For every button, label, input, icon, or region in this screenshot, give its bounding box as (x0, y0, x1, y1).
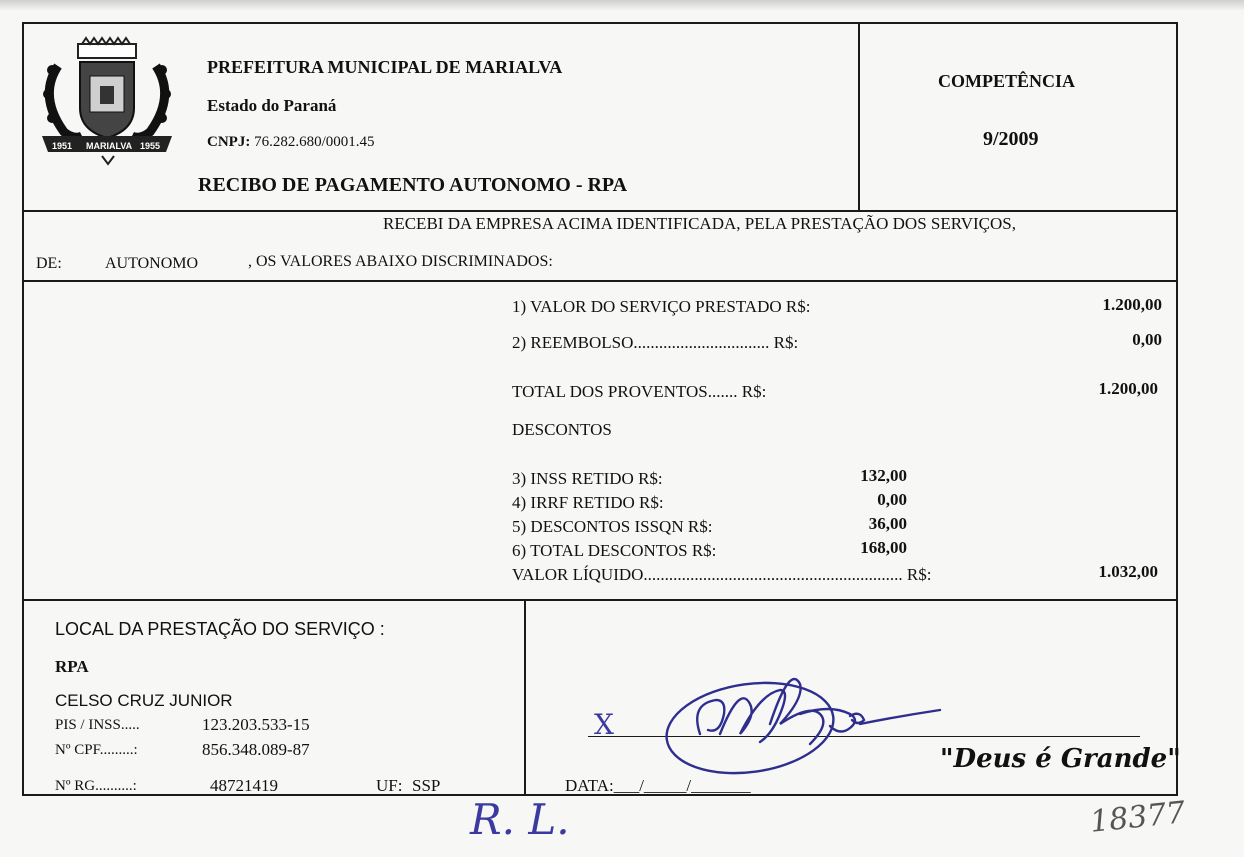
header-bottom-line (22, 210, 1176, 212)
number-annotation: 18377 (1088, 795, 1188, 840)
cnpj-label: CNPJ: (207, 134, 251, 150)
cpf-label: Nº CPF.........: (55, 742, 138, 758)
document-title: RECIBO DE PAGAMENTO AUTONOMO - RPA (198, 174, 628, 196)
irrf-value: 0,00 (877, 490, 907, 509)
cnpj-value: 76.282.680/0001.45 (254, 134, 375, 150)
initials-annotation: R. L. (470, 795, 570, 844)
header-divider (858, 22, 860, 212)
issqn-label: 5) DESCONTOS ISSQN R$: (512, 517, 713, 536)
declaration-line-1: RECEBI DA EMPRESA ACIMA IDENTIFICADA, PELA PRESTAÇÃO DOS SERVIÇOS, (383, 214, 1016, 233)
crest-name: MARIALVA (86, 141, 133, 151)
state-name: Estado do Paraná (207, 96, 337, 115)
pis-label: PIS / INSS..... (55, 717, 140, 733)
de-value: AUTONOMO (105, 255, 199, 272)
footer-divider (524, 599, 526, 794)
org-name: PREFEITURA MUNICIPAL DE MARIALVA (207, 57, 563, 77)
scan-edge (0, 0, 1244, 10)
signature-x-mark: X (594, 708, 614, 741)
crest-year-left: 1951 (52, 141, 73, 151)
reembolso-value: 0,00 (1132, 330, 1162, 349)
total-proventos-label: TOTAL DOS PROVENTOS....... R$: (512, 382, 767, 401)
deus-e-grande-stamp: "Deus é Grande" (940, 744, 1181, 774)
reembolso-label: 2) REEMBOLSO................................ R$: (512, 333, 799, 352)
competencia-label: COMPETÊNCIA (938, 71, 1076, 91)
total-descontos-value: 168,00 (860, 538, 907, 557)
data-field: DATA:___/_____/_______ (565, 776, 751, 795)
local-value: RPA (55, 657, 89, 676)
signature-scribble-icon (660, 664, 950, 782)
rg-value: 48721419 (210, 776, 278, 795)
declaration-bottom-line (22, 280, 1176, 282)
inss-value: 132,00 (860, 466, 907, 485)
cpf-value: 856.348.089-87 (202, 740, 310, 759)
provider-name: CELSO CRUZ JUNIOR (55, 691, 233, 710)
declaration-line-2: , OS VALORES ABAIXO DISCRIMINADOS: (248, 253, 553, 270)
liquido-label: VALOR LÍQUIDO............................................................. R$: (512, 565, 932, 584)
municipal-crest-icon (38, 36, 176, 170)
issqn-value: 36,00 (868, 514, 907, 533)
de-label: DE: (36, 255, 62, 272)
cnpj-row (207, 134, 375, 151)
total-proventos-value: 1.200,00 (1098, 379, 1158, 398)
crest-year-right: 1955 (140, 141, 161, 151)
descontos-heading: DESCONTOS (512, 420, 612, 439)
uf-label: UF: (376, 776, 403, 795)
liquido-value: 1.032,00 (1098, 562, 1158, 581)
total-descontos-label: 6) TOTAL DESCONTOS R$: (512, 541, 717, 560)
pis-value: 123.203.533-15 (202, 715, 310, 734)
servico-value: 1.200,00 (1102, 295, 1162, 314)
servico-label: 1) VALOR DO SERVIÇO PRESTADO R$: (512, 297, 811, 316)
uf-value: SSP (412, 776, 441, 795)
irrf-label: 4) IRRF RETIDO R$: (512, 493, 664, 512)
values-bottom-line (22, 599, 1176, 601)
rg-label: Nº RG..........: (55, 778, 137, 794)
competencia-value: 9/2009 (983, 128, 1039, 150)
inss-label: 3) INSS RETIDO R$: (512, 469, 663, 488)
local-label: LOCAL DA PRESTAÇÃO DO SERVIÇO : (55, 619, 385, 639)
signature-text: CasCru Junior (720, 726, 778, 737)
